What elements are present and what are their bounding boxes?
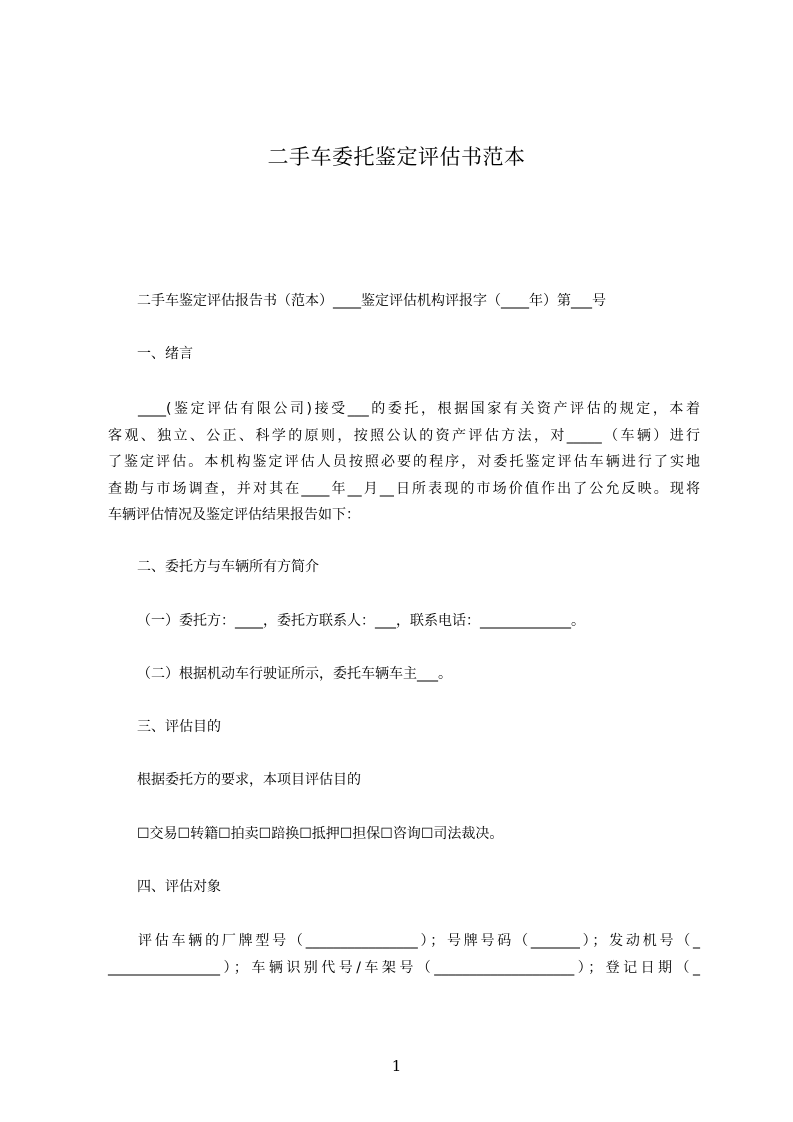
purpose-text: 根据委托方的要求，本项目评估目的 [137,772,361,788]
paragraph-line: ____(鉴定评估有限公司)接受___的委托，根据国家有关资产评估的规定，本着 [138,401,700,417]
section-heading-client-owner: 二、委托方与车辆所有方简介 [137,559,319,575]
section-heading-purpose: 三、评估目的 [137,719,221,735]
report-header-line: 二手车鉴定评估报告书（范本）____鉴定评估机构评报字（____年）第___号 [137,293,606,309]
owner-info-line: （二）根据机动车行驶证所示，委托车辆车主___。 [137,666,452,682]
client-info-line: （一）委托方：____，委托方联系人：___，联系电话：_____________。 [137,613,585,629]
section-heading-introduction: 一、绪言 [137,346,193,362]
paragraph-line: ________________）；车辆识别代号/车架号（____________________）；登记日期（_ [108,959,700,976]
paragraph-line: 车辆评估情况及鉴定评估结果报告如下： [108,507,360,523]
page-number: 1 [391,1057,402,1075]
introduction-paragraph [108,396,700,529]
purpose-options-checklist: ☐交易☐转籍☐拍卖☐踣换☐抵押☐担保☐咨询☐司法裁决。 [137,826,504,842]
paragraph-line: 客观、独立、公正、科学的原则，按照公认的资产评估方法，对_____（车辆）进行 [108,427,700,444]
paragraph-line: 评估车辆的厂牌型号（________________）；号牌号码（_______）；发动机号（_ [138,933,700,949]
section-heading-object: 四、评估对象 [137,879,221,895]
evaluation-object-paragraph [108,928,700,981]
paragraph-line: 了鉴定评估。本机构鉴定评估人员按照必要的程序，对委托鉴定评估车辆进行了实地 [108,454,700,470]
paragraph-line: 查勘与市场调查，并对其在____年__月__日所表现的市场价值作出了公允反映。现将 [108,480,700,497]
document-title: 二手车委托鉴定评估书范本 [267,145,526,169]
